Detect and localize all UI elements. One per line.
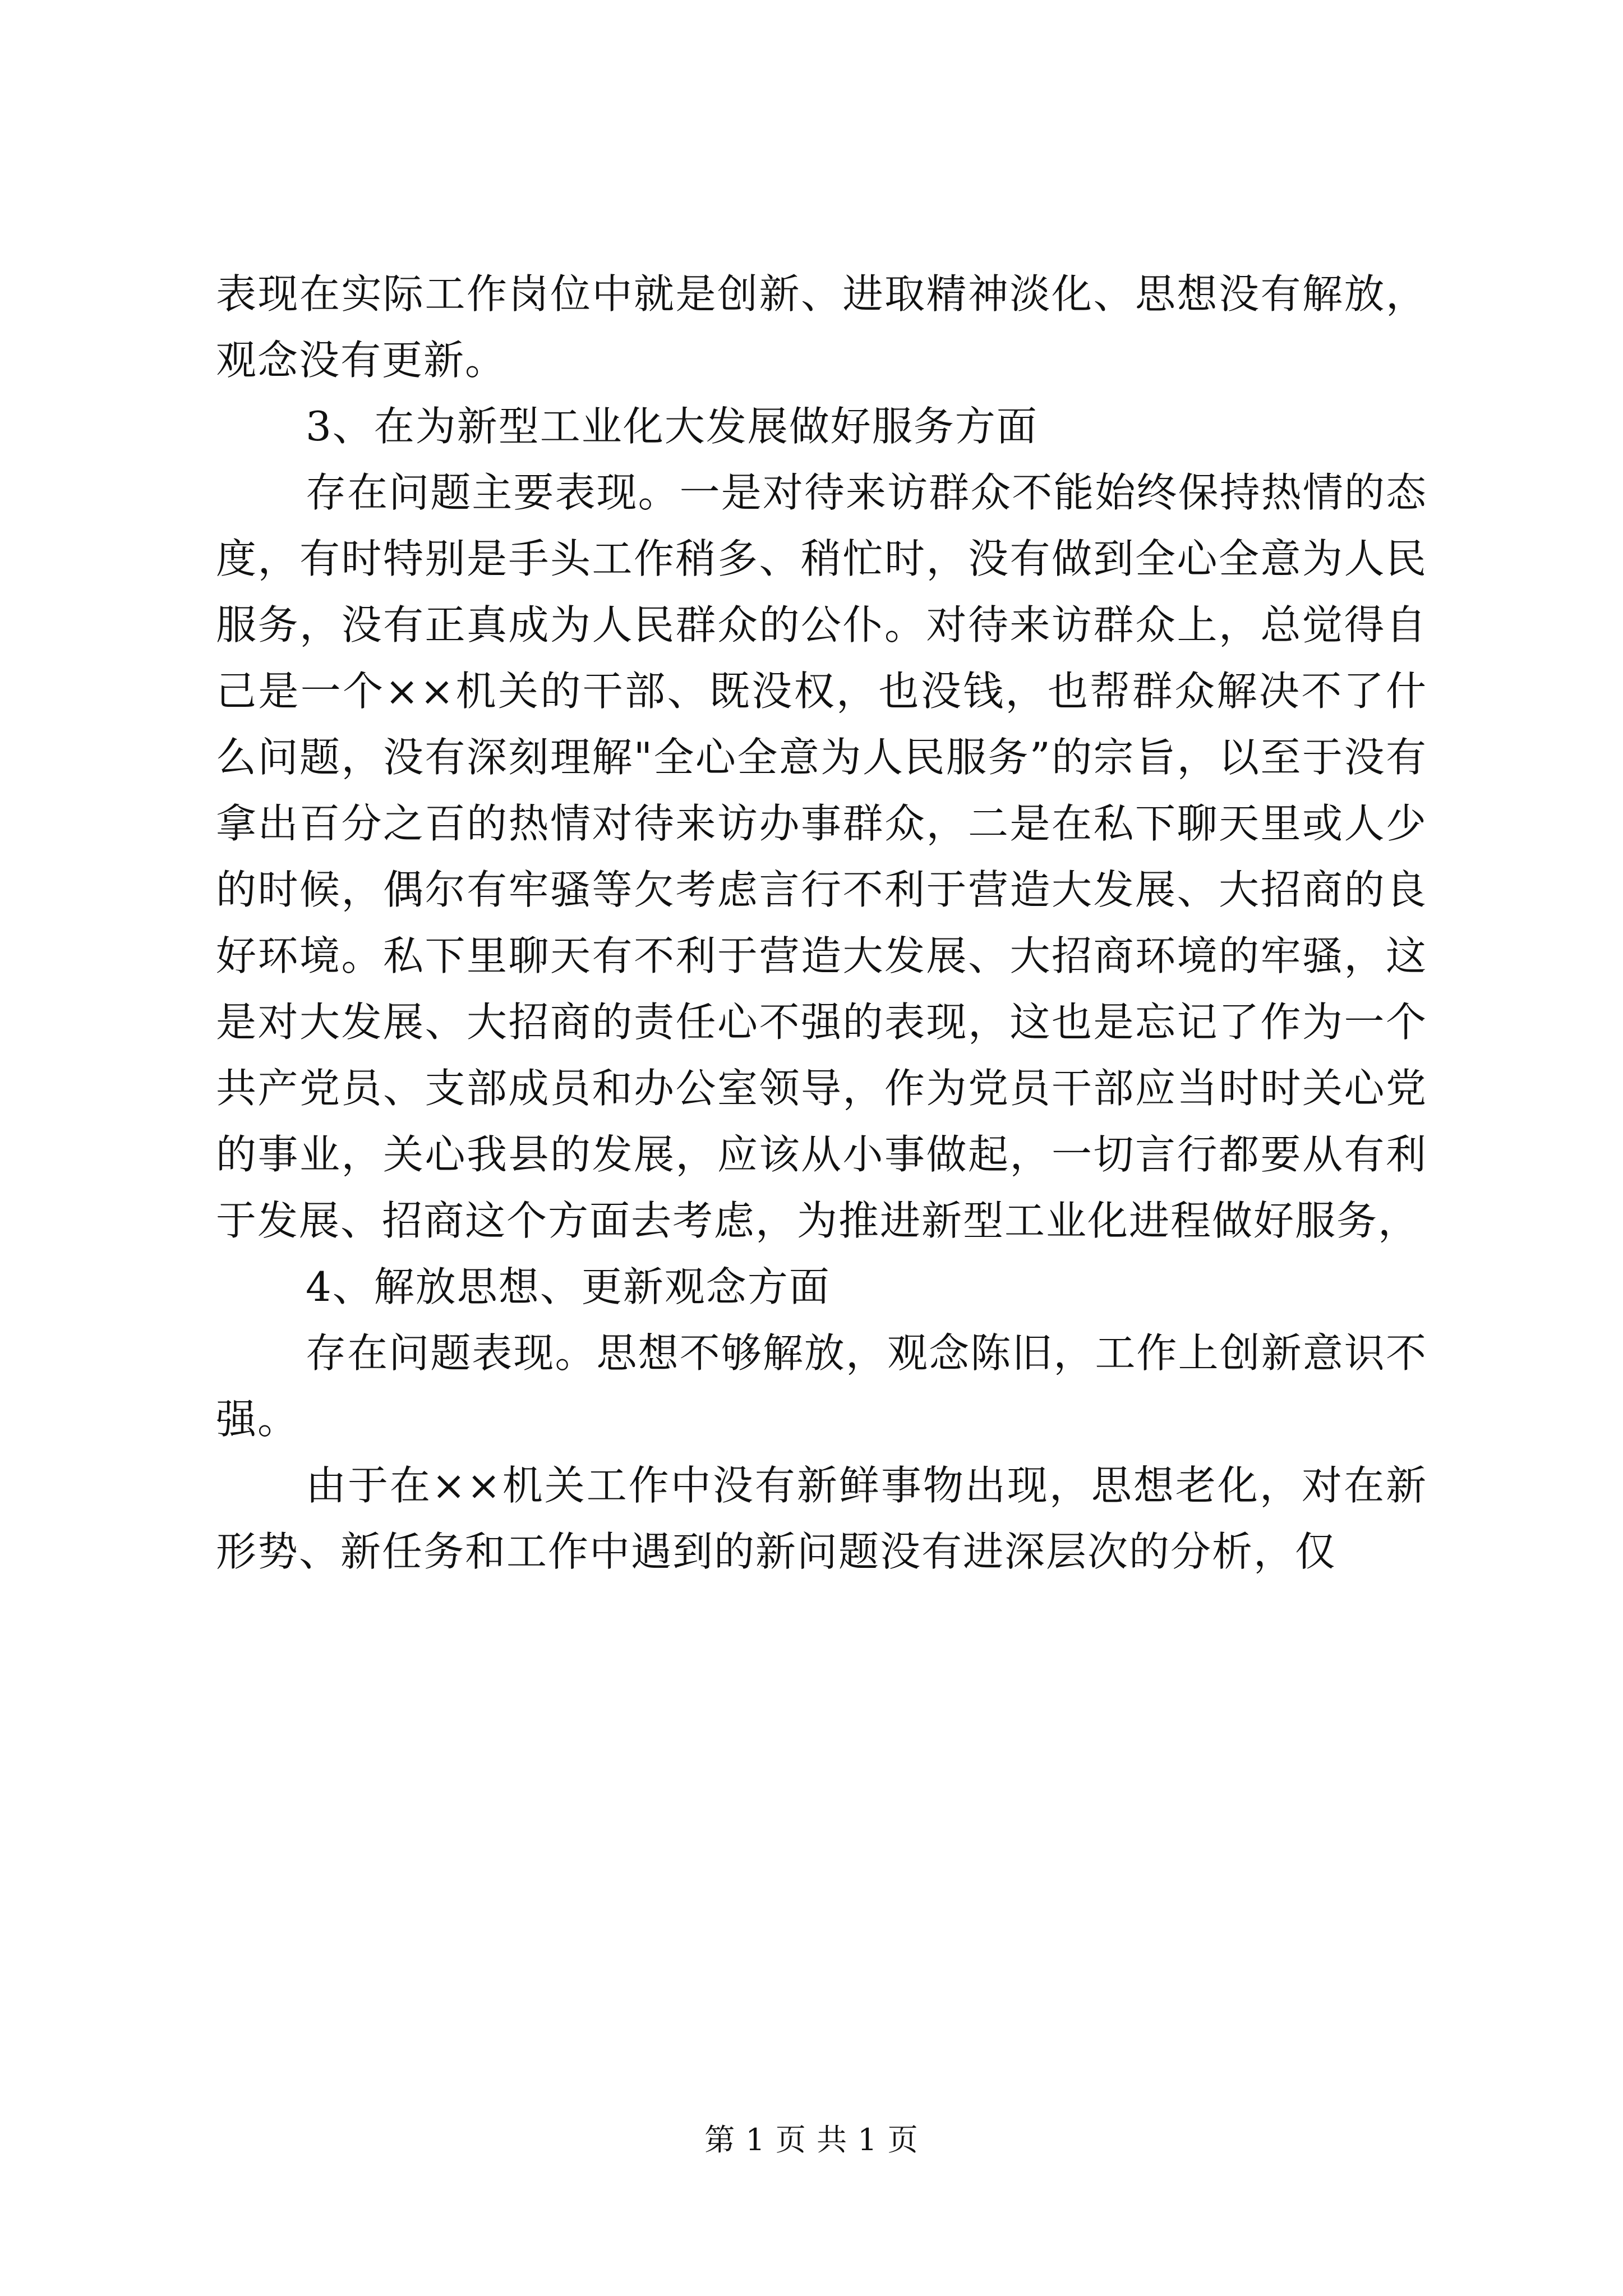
document-body (216, 261, 1427, 1585)
section-heading-4: 4、解放思想、更新观念方面 (306, 1263, 831, 1310)
paragraph-problems-service: 存在问题主要表现。一是对待来访群众不能始终保持热情的态度，有时特别是手头工作稍多、稍忙时，没有做到全心全意为人民服务，没有正真成为人民群众的公仆。对待来访群众上，总觉得自己是一个××机关的干部、既没权，也没钱，也帮群众解决不了什么问题，没有深刻理解"全心全意为人民服务”的宗旨，以至于没有拿出百分之百的热情对待来访办事群众，二是在私下聊天里或人少的时候，偶尔有牢骚等欠考虑言行不利于营造大发展、大招商的良好环境。私下里聊天有不利于营造大发展、大招商环境的牢骚，这是对大发展、大招商的责任心不强的表现，这也是忘记了作为一个共产党员、支部成员和办公室领导，作为党员干部应当时时关心党的事业，关心我县的发展，应该从小事做起，一切言行都要从有利于发展、招商这个方面去考虑，为推进新型工业化进程做好服务， (216, 469, 1427, 1244)
page-footer: 第 1 页 共 1 页 (704, 2122, 919, 2157)
paragraph-continuation: 表现在实际工作岗位中就是创新、进取精神淡化、思想没有解放，观念没有更新。 (216, 270, 1427, 384)
section-heading-3: 3、在为新型工业化大发展做好服务方面 (306, 403, 1038, 450)
paragraph-problems-thinking: 存在问题表现。思想不够解放，观念陈旧，工作上创新意识不强。 (216, 1329, 1427, 1443)
paragraph-cause-analysis: 由于在××机关工作中没有新鲜事物出现，思想老化，对在新形势、新任务和工作中遇到的新问题没有进深层次的分析，仅 (216, 1462, 1427, 1575)
